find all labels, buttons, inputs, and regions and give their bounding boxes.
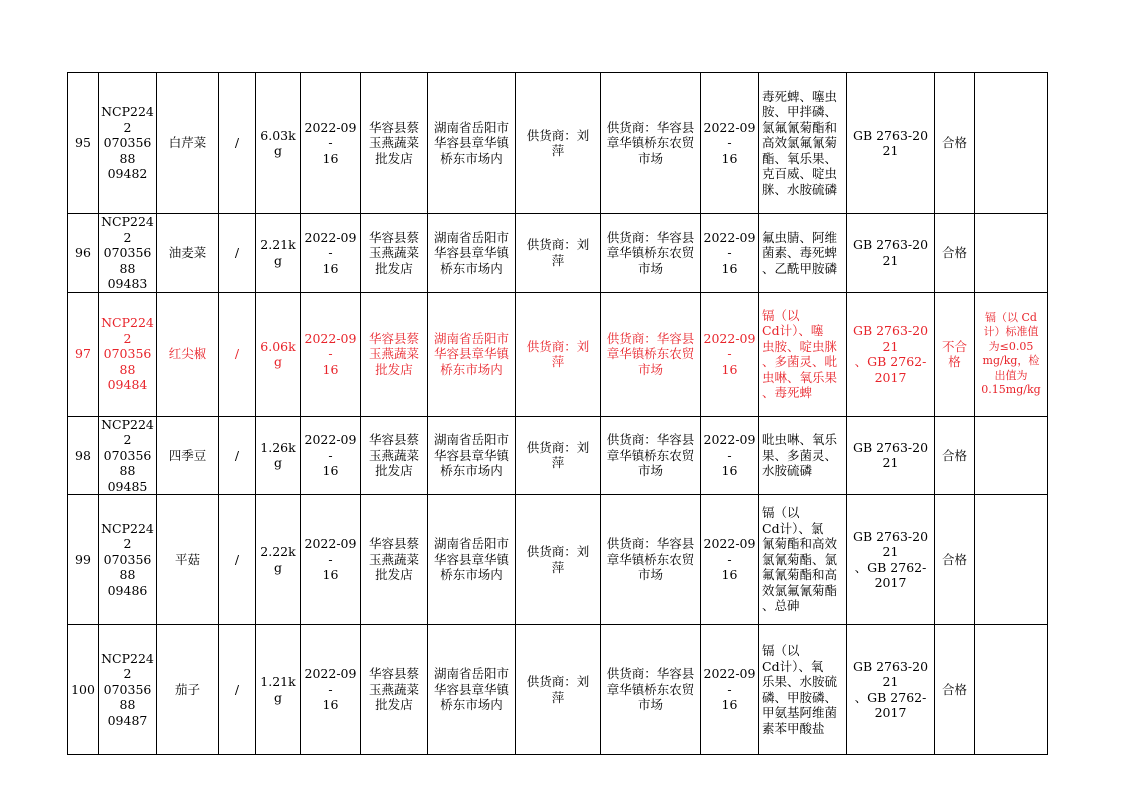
sampled-unit-line: 玉燕蔬菜 <box>368 551 419 567</box>
table-row <box>68 495 1048 625</box>
remark-line: 计）标准值 <box>983 325 1039 338</box>
test-items-line: 高效氯氟氰菊 <box>762 135 838 151</box>
standard-cell <box>847 416 935 495</box>
sample-code-line: 07035688 <box>103 681 152 713</box>
sampled-unit-line: 玉燕蔬菜 <box>368 245 419 260</box>
sample-name-cell: 油麦菜 <box>157 214 219 293</box>
supplier-cell <box>516 625 601 755</box>
origin-cell <box>601 214 701 293</box>
result-line: 不合 <box>941 338 967 354</box>
sampled-address-line: 湖南省岳阳市 <box>433 119 509 135</box>
origin-line: 市场 <box>637 361 663 377</box>
test-items-line: 氟虫腈、阿维 <box>762 229 838 245</box>
weight-cell: 2.21kg <box>256 214 301 293</box>
production-date-line: 2022-09- <box>703 119 756 151</box>
test-items-line: 虫啉、氧乐果 <box>762 369 838 385</box>
sampled-unit-line: 玉燕蔬菜 <box>368 346 419 362</box>
supplier-line: 萍 <box>551 143 565 158</box>
test-items-line: 素苯甲酸盐 <box>762 720 825 736</box>
sample-code-cell <box>99 214 157 293</box>
result-line: 合格 <box>941 447 967 463</box>
result-cell <box>935 625 975 755</box>
sampled-address-cell <box>428 495 516 625</box>
remark-cell <box>975 292 1048 416</box>
sample-code-line: 09484 <box>107 377 148 393</box>
test-items-line: 、总砷 <box>762 598 800 614</box>
test-items-line: 乐果、水胺硫 <box>762 674 838 689</box>
test-items-line: 、乙酰甲胺磷 <box>762 260 838 276</box>
standard-line: 2017 <box>874 369 907 385</box>
production-date-line: 16 <box>721 567 738 583</box>
sampled-address-line: 华容县章华镇 <box>433 135 509 151</box>
sampling-date-line: 16 <box>322 260 339 276</box>
sampled-unit-cell <box>361 214 428 293</box>
sampled-address-cell <box>428 416 516 495</box>
sampling-date-line: 16 <box>322 361 339 377</box>
origin-line: 章华镇桥东农贸 <box>606 346 695 362</box>
sample-code-cell <box>99 495 157 625</box>
test-items-cell <box>759 214 847 293</box>
test-items-line: 果、多菌灵、 <box>762 447 838 463</box>
sample-code-line: NCP2242 <box>101 650 154 682</box>
sampled-address-line: 桥东市场内 <box>440 697 503 713</box>
sampled-unit-line: 华容县蔡 <box>368 432 419 447</box>
table-row <box>68 73 1048 214</box>
row-number-cell: 99 <box>68 495 99 625</box>
sample-code-line: 09485 <box>107 478 148 494</box>
remark-line: 0.15mg/kg <box>981 383 1041 396</box>
result-line: 合格 <box>941 551 967 567</box>
supplier-line: 供货商：刘 <box>526 338 590 354</box>
test-items-line: 脒、水胺硫磷 <box>762 181 838 197</box>
sampled-address-line: 华容县章华镇 <box>433 551 509 567</box>
production-date-cell <box>701 214 759 293</box>
supplier-cell <box>516 292 601 416</box>
origin-line: 供货商：华容县 <box>606 119 695 135</box>
test-items-line: 氯氰菊酯、氯 <box>762 551 838 567</box>
sample-code-line: 07035688 <box>103 245 152 276</box>
origin-cell <box>601 625 701 755</box>
test-items-line: 酯、氧乐果、 <box>762 150 838 166</box>
sampled-unit-cell <box>361 625 428 755</box>
origin-line: 供货商：华容县 <box>606 666 695 682</box>
spec-cell: / <box>219 292 256 416</box>
row-number-cell: 96 <box>68 214 99 293</box>
test-items-line: 镉（以 <box>762 307 800 323</box>
supplier-line: 供货商：刘 <box>526 439 590 455</box>
origin-line: 供货商：华容县 <box>606 330 695 346</box>
test-items-line: Cd计）、氯 <box>762 520 824 536</box>
production-date-cell <box>701 625 759 755</box>
sampled-address-line: 湖南省岳阳市 <box>433 330 509 346</box>
standard-cell <box>847 73 935 214</box>
sampling-date-line: 2022-09- <box>304 330 357 362</box>
sample-code-line: NCP2242 <box>101 315 154 346</box>
row-number-cell: 95 <box>68 73 99 214</box>
sample-code-cell <box>99 73 157 214</box>
supplier-line: 萍 <box>551 689 565 705</box>
remark-cell <box>975 625 1048 755</box>
sampled-unit-line: 玉燕蔬菜 <box>368 135 419 151</box>
sampled-address-line: 桥东市场内 <box>440 567 503 583</box>
sampled-unit-line: 批发店 <box>375 567 413 583</box>
test-items-line: 镉（以 <box>762 505 800 521</box>
sampled-unit-line: 华容县蔡 <box>368 666 419 682</box>
sampled-address-line: 湖南省岳阳市 <box>433 432 509 447</box>
sampled-unit-line: 华容县蔡 <box>368 229 419 245</box>
test-items-line: 甲氨基阿维菌 <box>762 705 838 720</box>
production-date-line: 2022-09- <box>703 432 756 463</box>
test-items-line: 效氯氟氰菊酯 <box>762 582 838 598</box>
sampled-address-line: 华容县章华镇 <box>433 346 509 362</box>
sampled-address-line: 桥东市场内 <box>440 150 503 166</box>
sampling-date-cell <box>301 214 361 293</box>
test-items-line: 、毒死蜱 <box>762 385 813 400</box>
origin-line: 章华镇桥东农贸 <box>606 681 695 697</box>
test-items-line: 镉（以 <box>762 643 800 658</box>
sample-code-line: 07035688 <box>103 551 152 583</box>
standard-line: GB 2763-2021 <box>852 323 929 354</box>
supplier-line: 供货商：刘 <box>526 127 590 143</box>
test-items-cell <box>759 73 847 214</box>
sample-name-cell: 红尖椒 <box>157 292 219 416</box>
weight-cell: 6.06kg <box>256 292 301 416</box>
sampled-unit-line: 玉燕蔬菜 <box>368 447 419 463</box>
remark-cell <box>975 495 1048 625</box>
standard-line: 、GB 2762- <box>854 354 927 369</box>
sample-code-line: 07035688 <box>103 447 152 478</box>
sample-code-line: NCP2242 <box>101 214 154 245</box>
result-cell <box>935 292 975 416</box>
test-items-line: 虫胺、啶虫脒 <box>762 338 838 354</box>
sampled-unit-line: 华容县蔡 <box>368 119 419 135</box>
standard-line: GB 2763-2021 <box>852 439 929 471</box>
standard-line: GB 2763-2021 <box>852 127 929 158</box>
weight-cell: 1.21kg <box>256 625 301 755</box>
table-row <box>68 292 1048 416</box>
sampled-address-cell <box>428 625 516 755</box>
result-cell <box>935 495 975 625</box>
production-date-cell <box>701 416 759 495</box>
origin-line: 市场 <box>637 463 663 478</box>
sampled-address-line: 湖南省岳阳市 <box>433 536 509 552</box>
supplier-line: 供货商：刘 <box>526 674 590 689</box>
table-body <box>68 73 1048 755</box>
origin-cell <box>601 292 701 416</box>
origin-cell <box>601 73 701 214</box>
spec-cell: / <box>219 625 256 755</box>
sampling-date-cell <box>301 292 361 416</box>
sampled-address-line: 湖南省岳阳市 <box>433 229 509 245</box>
result-line: 合格 <box>941 135 967 151</box>
sampled-address-line: 华容县章华镇 <box>433 447 509 463</box>
production-date-line: 16 <box>721 150 738 166</box>
table-row <box>68 214 1048 293</box>
origin-line: 章华镇桥东农贸 <box>606 551 695 567</box>
standard-cell <box>847 292 935 416</box>
table-row <box>68 416 1048 495</box>
supplier-cell <box>516 214 601 293</box>
production-date-cell <box>701 495 759 625</box>
remark-line: mg/kg，检 <box>982 354 1040 367</box>
standard-cell <box>847 214 935 293</box>
test-items-line: 、多菌灵、吡 <box>762 354 838 369</box>
origin-cell <box>601 416 701 495</box>
sampling-date-cell <box>301 73 361 214</box>
production-date-line: 2022-09- <box>703 229 756 260</box>
sampled-unit-line: 华容县蔡 <box>368 330 419 346</box>
sampled-unit-line: 批发店 <box>375 361 413 377</box>
sampled-unit-line: 批发店 <box>375 150 413 166</box>
test-items-line: 胺、甲拌磷、 <box>762 104 838 120</box>
sample-code-line: NCP2242 <box>101 104 154 135</box>
sampled-address-cell <box>428 214 516 293</box>
production-date-line: 16 <box>721 361 738 377</box>
sample-code-line: NCP2242 <box>101 520 154 552</box>
remark-cell <box>975 214 1048 293</box>
remark-line: 出值为 <box>994 368 1028 382</box>
standard-line: 2017 <box>874 705 907 720</box>
standard-line: GB 2763-2021 <box>852 528 929 559</box>
origin-line: 供货商：华容县 <box>606 432 695 447</box>
sampling-date-line: 16 <box>322 150 339 166</box>
sampled-unit-line: 玉燕蔬菜 <box>368 681 419 697</box>
sampled-unit-line: 批发店 <box>375 463 413 478</box>
origin-line: 市场 <box>637 260 663 276</box>
test-items-cell <box>759 495 847 625</box>
remark-cell <box>975 416 1048 495</box>
sample-code-cell <box>99 292 157 416</box>
sampled-unit-line: 批发店 <box>375 697 413 713</box>
supplier-line: 萍 <box>551 455 565 471</box>
test-items-line: 氰菊酯和高效 <box>762 536 838 552</box>
sampled-address-line: 桥东市场内 <box>440 361 503 377</box>
test-items-line: 水胺硫磷 <box>762 463 813 478</box>
row-number-cell: 98 <box>68 416 99 495</box>
standard-cell <box>847 625 935 755</box>
test-items-cell <box>759 625 847 755</box>
standard-line: 、GB 2762- <box>854 559 927 575</box>
origin-line: 章华镇桥东农贸 <box>606 447 695 463</box>
test-items-line: 吡虫啉、氧乐 <box>762 432 838 447</box>
remark-cell <box>975 73 1048 214</box>
table-row <box>68 625 1048 755</box>
standard-line: 、GB 2762- <box>854 689 927 705</box>
production-date-cell <box>701 73 759 214</box>
sampling-date-line: 2022-09- <box>304 432 357 463</box>
sampled-address-cell <box>428 73 516 214</box>
sampled-address-line: 湖南省岳阳市 <box>433 666 509 682</box>
supplier-cell <box>516 73 601 214</box>
sampling-date-cell <box>301 495 361 625</box>
sample-code-line: 09486 <box>107 582 148 598</box>
production-date-line: 16 <box>721 260 738 276</box>
result-line: 合格 <box>941 681 967 697</box>
sampling-date-line: 16 <box>322 567 339 583</box>
sample-code-line: 07035688 <box>103 135 152 166</box>
sample-code-line: 09487 <box>107 712 148 728</box>
sampled-unit-cell <box>361 416 428 495</box>
test-items-line: 毒死蜱、噻虫 <box>762 88 838 104</box>
sample-name-cell: 四季豆 <box>157 416 219 495</box>
supplier-line: 供货商：刘 <box>526 237 590 253</box>
sampling-date-line: 16 <box>322 463 339 478</box>
sampled-unit-cell <box>361 73 428 214</box>
test-items-line: 菌素、毒死蜱 <box>762 245 838 260</box>
sampled-address-line: 华容县章华镇 <box>433 681 509 697</box>
spec-cell: / <box>219 214 256 293</box>
origin-cell <box>601 495 701 625</box>
test-items-line: 磷、甲胺磷、 <box>762 689 838 705</box>
origin-line: 章华镇桥东农贸 <box>606 245 695 260</box>
production-date-line: 2022-09- <box>703 666 756 697</box>
sample-name-cell: 白芹菜 <box>157 73 219 214</box>
sampling-date-cell <box>301 625 361 755</box>
origin-line: 章华镇桥东农贸 <box>606 135 695 151</box>
production-date-line: 2022-09- <box>703 536 756 567</box>
standard-cell <box>847 495 935 625</box>
standard-line: 2017 <box>874 575 907 590</box>
sampling-date-line: 2022-09- <box>304 536 357 567</box>
production-date-line: 2022-09- <box>703 330 756 362</box>
supplier-line: 萍 <box>551 559 565 575</box>
remark-line: 镉（以 Cd <box>985 310 1037 324</box>
sample-name-cell: 平菇 <box>157 495 219 625</box>
sampled-address-line: 桥东市场内 <box>440 463 503 478</box>
result-cell <box>935 73 975 214</box>
sampling-date-line: 16 <box>322 697 339 713</box>
weight-cell: 6.03kg <box>256 73 301 214</box>
sample-code-line: 09482 <box>107 166 148 182</box>
inspection-results-table <box>67 72 1048 755</box>
sample-code-cell <box>99 625 157 755</box>
origin-line: 市场 <box>637 697 663 713</box>
supplier-cell <box>516 495 601 625</box>
sample-code-line: NCP2242 <box>101 416 154 447</box>
test-items-line: 克百威、啶虫 <box>762 166 838 182</box>
sample-name-cell: 茄子 <box>157 625 219 755</box>
sampled-unit-line: 华容县蔡 <box>368 536 419 552</box>
production-date-line: 16 <box>721 463 738 478</box>
row-number-cell: 97 <box>68 292 99 416</box>
test-items-line: 氯氟氰菊酯和 <box>762 119 838 135</box>
production-date-line: 16 <box>721 697 738 713</box>
test-items-cell <box>759 416 847 495</box>
spec-cell: / <box>219 73 256 214</box>
origin-line: 市场 <box>637 567 663 583</box>
spec-cell: / <box>219 495 256 625</box>
sampling-date-cell <box>301 416 361 495</box>
origin-line: 供货商：华容县 <box>606 229 695 245</box>
remark-line: 为≤0.05 <box>988 339 1034 353</box>
sample-code-line: 09483 <box>107 276 148 291</box>
spec-cell: / <box>219 416 256 495</box>
supplier-cell <box>516 416 601 495</box>
row-number-cell: 100 <box>68 625 99 755</box>
production-date-cell <box>701 292 759 416</box>
result-line: 合格 <box>941 245 967 260</box>
test-items-cell <box>759 292 847 416</box>
sampled-unit-cell <box>361 495 428 625</box>
weight-cell: 2.22kg <box>256 495 301 625</box>
sampled-address-line: 华容县章华镇 <box>433 245 509 260</box>
weight-cell: 1.26kg <box>256 416 301 495</box>
sampling-date-line: 2022-09- <box>304 229 357 260</box>
test-items-line: Cd计）、噻 <box>762 323 824 338</box>
sampled-address-line: 桥东市场内 <box>440 260 503 276</box>
supplier-line: 萍 <box>551 354 565 369</box>
result-line: 格 <box>948 354 961 369</box>
supplier-line: 萍 <box>551 252 565 268</box>
sampled-address-cell <box>428 292 516 416</box>
standard-line: GB 2763-2021 <box>852 658 929 689</box>
test-items-line: Cd计）、氧 <box>762 658 824 674</box>
sampled-unit-cell <box>361 292 428 416</box>
sampling-date-line: 2022-09- <box>304 666 357 697</box>
sampled-unit-line: 批发店 <box>375 260 413 276</box>
test-items-line: 氟氰菊酯和高 <box>762 567 838 583</box>
sampling-date-line: 2022-09- <box>304 119 357 151</box>
standard-line: GB 2763-2021 <box>852 237 929 268</box>
sample-code-cell <box>99 416 157 495</box>
result-cell <box>935 214 975 293</box>
result-cell <box>935 416 975 495</box>
origin-line: 供货商：华容县 <box>606 536 695 552</box>
sample-code-line: 07035688 <box>103 346 152 377</box>
origin-line: 市场 <box>637 150 663 166</box>
supplier-line: 供货商：刘 <box>526 544 590 559</box>
